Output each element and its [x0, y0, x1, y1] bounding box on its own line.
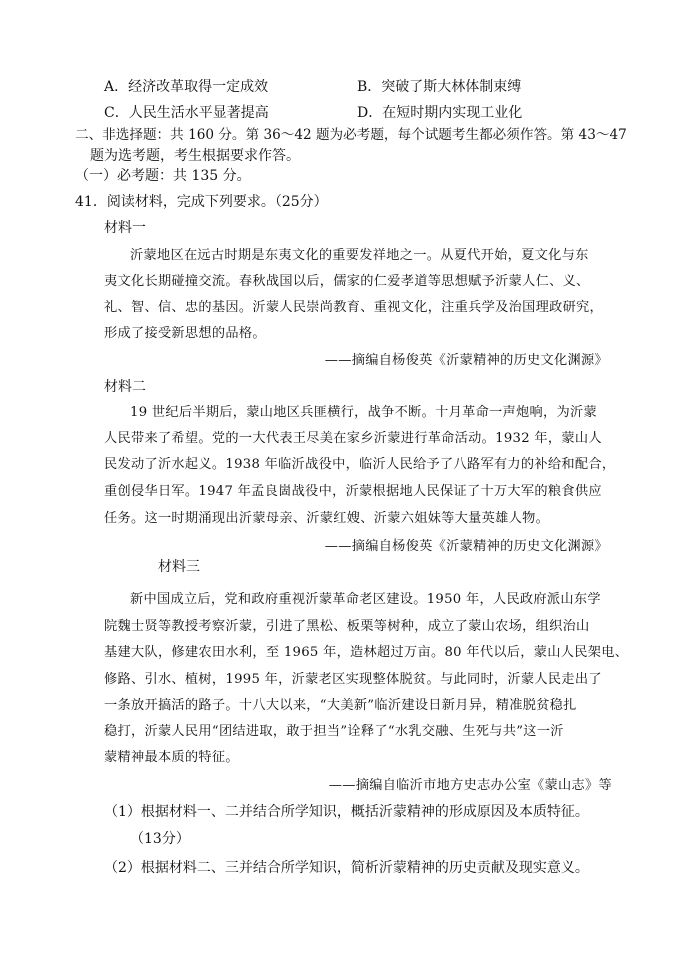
question-1: （1）根据材料一、二并结合所学知识，概括沂蒙精神的形成原因及本质特征。: [104, 804, 589, 820]
m2-line: 19 世纪后半期后，蒙山地区兵匪横行，战争不断。十月革命一声炮响，为沂蒙: [130, 405, 597, 420]
option-b: B．突破了斯大林体制束缚: [357, 79, 522, 95]
m3-line: 院魏士贤等教授考察沂蒙，引进了黑松、板栗等树种，成立了蒙山农场，组织治山: [104, 619, 590, 634]
m1-line: 沂蒙地区在远古时期是东夷文化的重要发祥地之一。从夏代开始，夏文化与东: [130, 248, 589, 263]
m3-line: 修路、引水、植树，1995 年，沂蒙老区实现整体脱贫。与此同时，沂蒙人民走出了: [104, 672, 602, 687]
m3-line: 基建大队，修建农田水利，至 1965 年，造林超过万亩。80 年代以后，蒙山人民架电、: [104, 645, 629, 660]
m2-label: 材料二: [104, 379, 146, 395]
section2-sub1: （一）必考题：共 135 分。: [75, 168, 251, 184]
section2-line1: 二、非选择题：共 160 分。第 36～42 题为必考题，每个试题考生都必须作答。第 43～47: [75, 127, 627, 143]
option-c: C．人民生活水平显著提高: [104, 105, 269, 121]
m3-label: 材料三: [158, 559, 200, 575]
question-2: （2）根据材料二、三并结合所学知识，简析沂蒙精神的历史贡献及现实意义。: [104, 860, 589, 876]
m1-source: ——摘编自杨俊英《沂蒙精神的历史文化渊源》: [324, 353, 608, 368]
option-a: A．经济改革取得一定成效: [104, 79, 269, 95]
option-d: D．在短时期内实现工业化: [357, 105, 523, 121]
m2-line: 任务。这一时期涌现出沂蒙母亲、沂蒙红嫂、沂蒙六姐妹等大量英雄人物。: [104, 511, 550, 526]
m2-line: 人民带来了希望。党的一大代表王尽美在家乡沂蒙进行革命活动。1932 年，蒙山人: [104, 431, 602, 446]
m3-source: ——摘编自临沂市地方史志办公室《蒙山志》等: [328, 778, 612, 793]
m1-label: 材料一: [104, 220, 146, 236]
m1-line: 礼、智、信、忠的基因。沂蒙人民崇尚教育、重视文化，注重兵学及治国理政研究，: [104, 300, 604, 315]
section2-line2: 题为选考题，考生根据要求作答。: [90, 148, 300, 164]
m3-line: 蒙精神最本质的特征。: [104, 750, 239, 765]
m2-line: 重创侵华日军。1947 年孟良崮战役中，沂蒙根据地人民保证了十万大军的粮食供应: [104, 484, 602, 499]
m3-line: 稳打，沂蒙人民用“团结进取，敢于担当”诠释了“水乳交融、生死与共”这一沂: [104, 724, 564, 739]
m1-line: 夷文化长期碰撞交流。春秋战国以后，儒家的仁爱孝道等思想赋予沂蒙人仁、义、: [104, 274, 590, 289]
question-1-score: （13分）: [130, 831, 190, 847]
q41-title: 41．阅读材料，完成下列要求。（25分）: [75, 194, 328, 210]
m2-line: 民发动了沂水起义。1938 年临沂战役中，临沂人民给予了八路军有力的补给和配合，: [104, 457, 616, 472]
m3-line: 一条放开搞活的路子。十八大以来，“大美新”临沂建设日新月异，精准脱贫稳扎: [104, 698, 577, 713]
m2-source: ——摘编自杨俊英《沂蒙精神的历史文化渊源》: [324, 539, 608, 554]
m3-line: 新中国成立后，党和政府重视沂蒙革命老区建设。1950 年，人民政府派山东学: [130, 592, 601, 607]
m1-line: 形成了接受新思想的品格。: [104, 326, 266, 341]
